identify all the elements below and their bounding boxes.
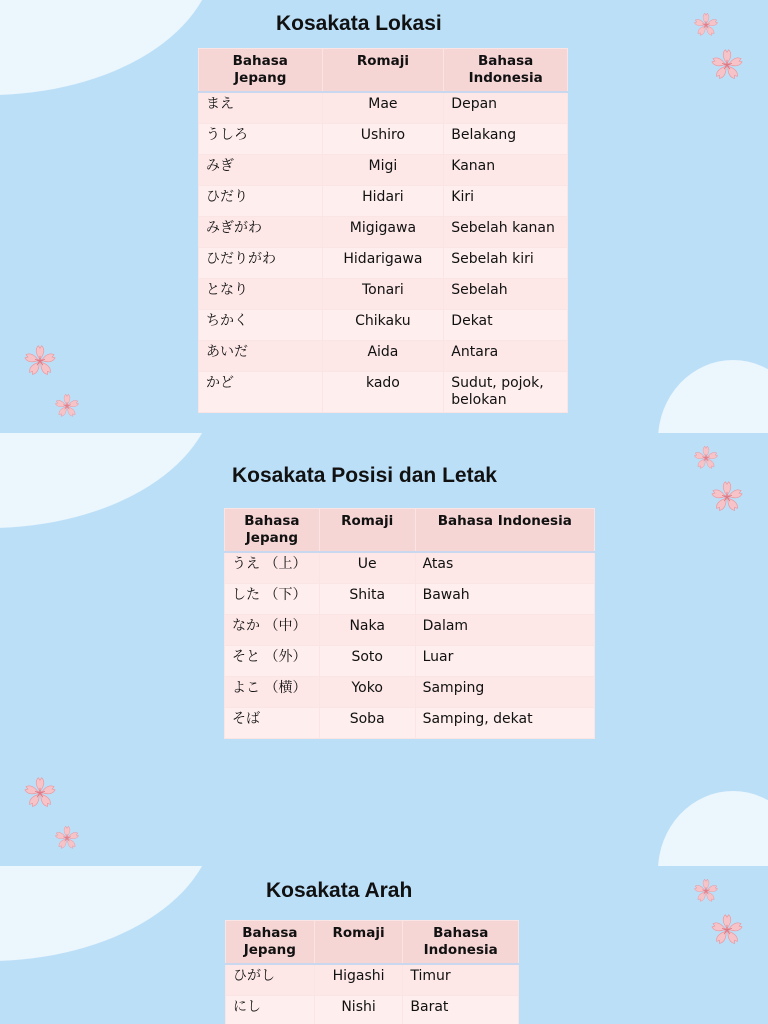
cell-romaji: Mae: [322, 92, 444, 124]
cherry-blossom-icon: [23, 776, 57, 810]
cherry-blossom-icon: [693, 12, 719, 38]
cell-romaji: Migi: [322, 155, 444, 186]
table-row: [199, 155, 568, 186]
cell-indonesian: Sebelah kanan: [444, 217, 568, 248]
table-header-row: [199, 49, 568, 93]
cell-romaji: Hidari: [322, 186, 444, 217]
cloud-decoration: [658, 360, 768, 433]
cell-japanese: ちかく: [199, 310, 323, 341]
column-header-romaji: Romaji: [314, 921, 403, 965]
table-row: [199, 124, 568, 155]
column-header-japanese: Bahasa Jepang: [199, 49, 323, 93]
vocab-table-arah: [225, 920, 519, 1024]
cell-romaji: Shita: [319, 584, 415, 615]
cell-romaji: Nishi: [314, 996, 403, 1024]
vocab-table-posisi: [224, 508, 595, 739]
cell-indonesian: Atas: [415, 552, 594, 584]
cherry-blossom-icon: [23, 344, 57, 378]
cell-japanese: なか （中）: [225, 615, 320, 646]
cell-japanese: ひがし: [226, 964, 315, 996]
section-title: Kosakata Posisi dan Letak: [232, 464, 497, 487]
cell-japanese: うえ （上）: [225, 552, 320, 584]
table-row: [199, 372, 568, 413]
cell-japanese: みぎ: [199, 155, 323, 186]
cell-indonesian: Luar: [415, 646, 594, 677]
cell-romaji: Tonari: [322, 279, 444, 310]
column-header-romaji: Romaji: [322, 49, 444, 93]
table-row: [225, 677, 595, 708]
cell-indonesian: Kiri: [444, 186, 568, 217]
table-row: [199, 217, 568, 248]
table-row: [225, 552, 595, 584]
cell-japanese: よこ （横）: [225, 677, 320, 708]
cherry-blossom-icon: [54, 825, 80, 851]
slide-kosakata-posisi: [0, 433, 768, 866]
cell-japanese: となり: [199, 279, 323, 310]
table-row: [199, 248, 568, 279]
cherry-blossom-icon: [710, 480, 744, 514]
cell-japanese: うしろ: [199, 124, 323, 155]
cherry-blossom-icon: [693, 878, 719, 904]
slide-kosakata-lokasi: [0, 0, 768, 433]
cell-romaji: Soba: [319, 708, 415, 739]
section-title: Kosakata Lokasi: [276, 12, 442, 35]
cell-japanese: そと （外）: [225, 646, 320, 677]
column-header-japanese: Bahasa Jepang: [225, 509, 320, 553]
column-header-indonesian: Bahasa Indonesia: [415, 509, 594, 553]
table-row: [199, 92, 568, 124]
cell-romaji: Yoko: [319, 677, 415, 708]
table-row: [199, 310, 568, 341]
cell-romaji: Ue: [319, 552, 415, 584]
cell-romaji: Ushiro: [322, 124, 444, 155]
cell-japanese: した （下）: [225, 584, 320, 615]
cell-japanese: にし: [226, 996, 315, 1024]
table-header-row: [225, 509, 595, 553]
cell-indonesian: Depan: [444, 92, 568, 124]
slide-kosakata-arah: [0, 866, 768, 1024]
cell-indonesian: Dalam: [415, 615, 594, 646]
cell-japanese: ひだりがわ: [199, 248, 323, 279]
cell-indonesian: Samping, dekat: [415, 708, 594, 739]
cell-indonesian: Belakang: [444, 124, 568, 155]
cell-japanese: みぎがわ: [199, 217, 323, 248]
column-header-indonesian: Bahasa Indonesia: [444, 49, 568, 93]
table-row: [199, 186, 568, 217]
cell-indonesian: Sudut, pojok, belokan: [444, 372, 568, 413]
cell-japanese: まえ: [199, 92, 323, 124]
cell-indonesian: Timur: [403, 964, 519, 996]
cell-romaji: Higashi: [314, 964, 403, 996]
cell-romaji: Migigawa: [322, 217, 444, 248]
cell-romaji: kado: [322, 372, 444, 413]
cherry-blossom-icon: [54, 393, 80, 419]
table-row: [225, 615, 595, 646]
table-row: [199, 279, 568, 310]
table-header-row: [226, 921, 519, 965]
cell-japanese: ひだり: [199, 186, 323, 217]
table-row: [225, 708, 595, 739]
cell-indonesian: Sebelah kiri: [444, 248, 568, 279]
table-row: [225, 646, 595, 677]
column-header-japanese: Bahasa Jepang: [226, 921, 315, 965]
cell-japanese: あいだ: [199, 341, 323, 372]
cloud-decoration: [0, 866, 215, 961]
cell-japanese: そば: [225, 708, 320, 739]
table-row: [226, 996, 519, 1024]
section-title: Kosakata Arah: [266, 879, 413, 902]
column-header-indonesian: Bahasa Indonesia: [403, 921, 519, 965]
cell-romaji: Naka: [319, 615, 415, 646]
vocab-table-lokasi: [198, 48, 568, 413]
table-row: [226, 964, 519, 996]
cell-romaji: Aida: [322, 341, 444, 372]
cell-indonesian: Kanan: [444, 155, 568, 186]
cell-japanese: かど: [199, 372, 323, 413]
cell-indonesian: Bawah: [415, 584, 594, 615]
column-header-romaji: Romaji: [319, 509, 415, 553]
cloud-decoration: [658, 791, 768, 866]
table-row: [199, 341, 568, 372]
cell-romaji: Hidarigawa: [322, 248, 444, 279]
cell-indonesian: Barat: [403, 996, 519, 1024]
cell-indonesian: Sebelah: [444, 279, 568, 310]
cherry-blossom-icon: [693, 445, 719, 471]
cherry-blossom-icon: [710, 48, 744, 82]
cloud-decoration: [0, 433, 215, 528]
cell-romaji: Chikaku: [322, 310, 444, 341]
cherry-blossom-icon: [710, 913, 744, 947]
table-row: [225, 584, 595, 615]
cloud-decoration: [0, 0, 215, 95]
cell-indonesian: Antara: [444, 341, 568, 372]
cell-indonesian: Dekat: [444, 310, 568, 341]
cell-indonesian: Samping: [415, 677, 594, 708]
cell-romaji: Soto: [319, 646, 415, 677]
